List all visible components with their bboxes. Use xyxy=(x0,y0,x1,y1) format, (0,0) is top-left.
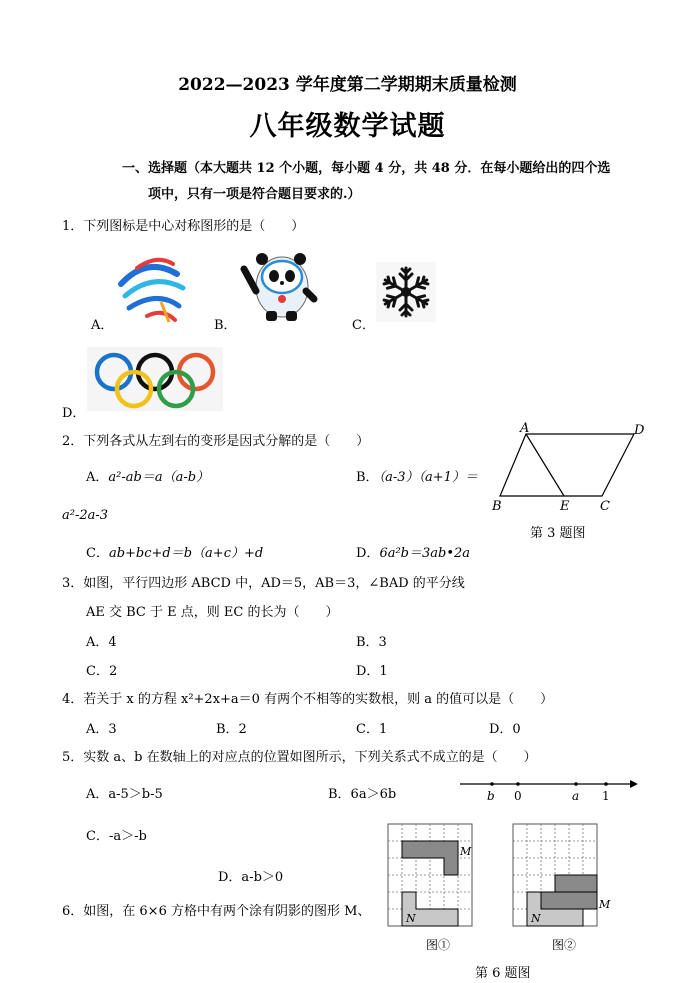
fig3-caption: 第 3 题图 xyxy=(530,526,586,541)
numberline-label-a: a xyxy=(572,789,580,803)
fig6-1-label-n: N xyxy=(406,912,416,925)
grid-figure-1 xyxy=(388,824,478,934)
q5-stem: 5．实数 a、b 在数轴上的对应点的位置如图所示，下列关系式不成立的是（ ） xyxy=(62,750,537,765)
q1-option-a: A． xyxy=(91,318,114,333)
number-line-figure xyxy=(456,774,642,804)
numberline-label-0: 0 xyxy=(514,789,522,803)
q3-line2: AE 交 BC 于 E 点，则 EC 的长为（ ） xyxy=(86,605,339,620)
fig3-label-d: D xyxy=(634,423,645,438)
q2-option-b-label: B． xyxy=(356,470,379,485)
q1-option-b: B． xyxy=(214,318,237,333)
q4-stem: 4．若关于 x 的方程 x²+2x+a＝0 有两个不相等的实数根，则 a 的值可以是（ ） xyxy=(62,692,554,707)
fig6-2-label-n: N xyxy=(531,912,541,925)
q2-option-d xyxy=(356,542,470,561)
q1-option-d: D． xyxy=(62,406,86,421)
fig3-label-e: E xyxy=(560,499,570,514)
q4-option-d: D．0 xyxy=(489,722,521,737)
q5-option-b: B．6a＞6b xyxy=(328,787,397,802)
q3-option-d: D．1 xyxy=(356,664,388,679)
q2-option-c xyxy=(86,542,263,561)
q2-option-d-expr: 6a²b＝3ab•2a xyxy=(379,546,471,561)
section-heading-line2: 项中，只有一项是符合题目要求的.） xyxy=(148,187,361,202)
fig3-label-a: A xyxy=(520,421,530,436)
q2-option-b xyxy=(356,466,478,485)
q5-option-a: A．a-5＞b-5 xyxy=(86,787,163,802)
numberline-label-b: b xyxy=(487,789,495,803)
q2-option-a-expr: a²-ab＝a（a-b） xyxy=(108,470,210,485)
q2-option-b-continuation: a²-2a-3 xyxy=(62,508,109,523)
q2-option-a-label: A． xyxy=(86,470,109,485)
q3-option-b: B．3 xyxy=(356,635,387,650)
q6-stem: 6．如图，在 6×6 方格中有两个涂有阴影的图形 M、 xyxy=(62,904,371,919)
fig3-label-b: B xyxy=(492,499,502,514)
snowflake-icon xyxy=(376,262,436,322)
q4-option-b: B．2 xyxy=(216,722,247,737)
fig6-main-caption: 第 6 题图 xyxy=(475,966,531,981)
q5-option-d: D．a-b＞0 xyxy=(218,870,284,885)
q2-stem: 2．下列各式从左到右的变形是因式分解的是（ ） xyxy=(62,434,370,449)
q1-stem: 1．下列图标是中心对称图形的是（ ） xyxy=(62,219,305,234)
q2-option-d-label: D． xyxy=(356,546,380,561)
q5-option-c: C．-a＞-b xyxy=(86,829,147,844)
q4-option-c: C．1 xyxy=(356,722,388,737)
exam-title: 2022—2023 学年度第二学期期末质量检测 xyxy=(178,75,517,95)
q3-option-c: C．2 xyxy=(86,664,118,679)
bing-dwen-dwen-mascot-icon xyxy=(242,247,320,323)
fig6-1-label-m: M xyxy=(460,845,472,858)
fig6-caption-2: 图② xyxy=(552,938,577,952)
parallelogram-figure xyxy=(486,420,652,520)
exam-subtitle: 八年级数学试题 xyxy=(249,111,446,142)
fig6-caption-1: 图① xyxy=(426,938,451,952)
q3-line1: 3．如图，平行四边形 ABCD 中，AD＝5，AB＝3，∠BAD 的平分线 xyxy=(62,576,465,591)
grid-figure-2 xyxy=(513,824,611,934)
q2-option-c-expr: ab+bc+d＝b（a+c）+d xyxy=(108,546,264,561)
fig6-2-label-m: M xyxy=(599,898,611,911)
q3-option-a: A．4 xyxy=(86,635,117,650)
olympic-rings-icon xyxy=(87,347,223,411)
section-heading-line1: 一、选择题（本大题共 12 个小题，每小题 4 分，共 48 分．在每小题给出的四个选 xyxy=(122,161,611,176)
q4-option-a: A．3 xyxy=(86,722,117,737)
numberline-label-1: 1 xyxy=(602,789,610,803)
q2-option-b-expr: （a-3）（a+1）＝ xyxy=(378,470,478,485)
q1-option-c: C． xyxy=(352,318,375,333)
q2-option-a xyxy=(86,466,209,485)
q2-option-c-label: C． xyxy=(86,546,109,561)
winter-olympics-emblem-icon xyxy=(117,254,189,324)
fig3-label-c: C xyxy=(600,499,610,514)
